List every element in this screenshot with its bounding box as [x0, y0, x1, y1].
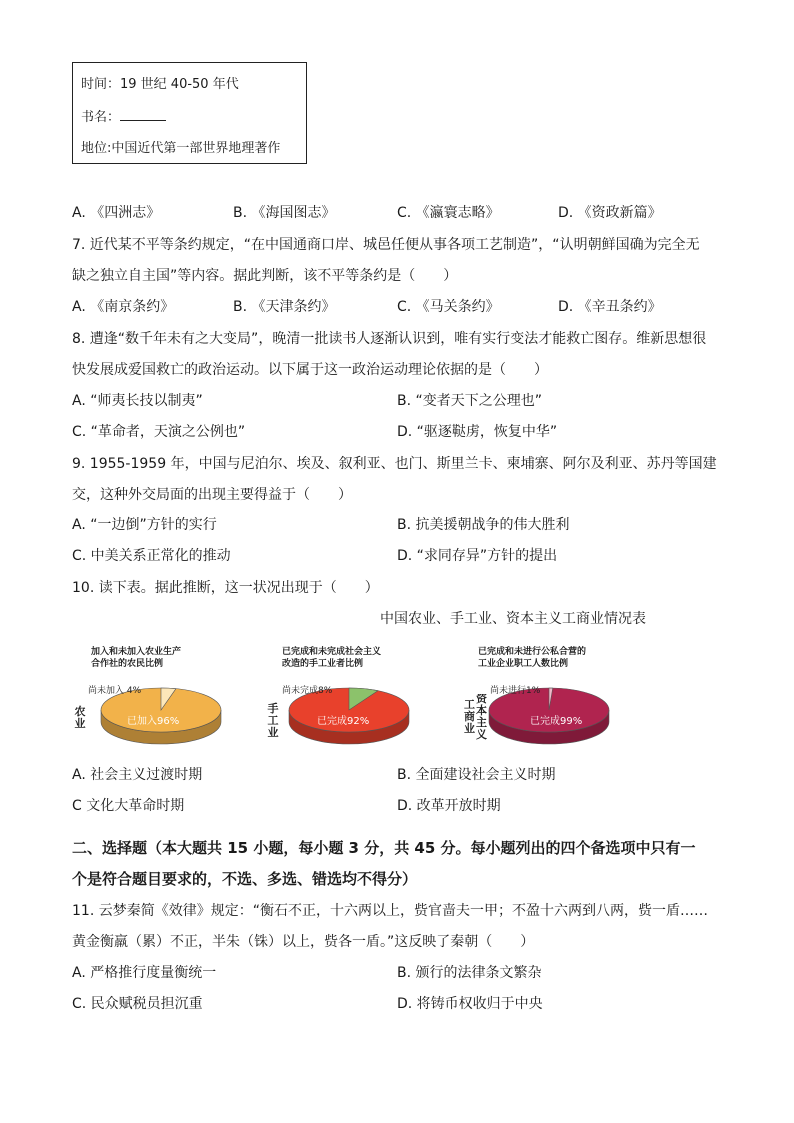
chart3-title-line1: 已完成和未进行公私合营的 — [478, 647, 587, 657]
chart1-side-label: 农业 — [74, 705, 86, 730]
chart2-label-minor: 尚未完成8% — [282, 686, 333, 696]
book-blank — [120, 108, 166, 121]
q8-stem-line2: 快发展成爱国救亡的政治运动。以下属于这一政治运动理论依据的是（ ） — [72, 362, 548, 378]
chart2-title-line2: 改造的手工业者比例 — [282, 659, 364, 669]
chart1-label-minor: 尚未加入 4% — [88, 686, 142, 696]
q9-option-c[interactable]: C. 中美关系正常化的推动 — [72, 548, 231, 564]
info-status: 地位:中国近代第一部世界地理著作 — [81, 141, 281, 156]
q7-option-a[interactable]: A. 《南京条约》 — [72, 299, 175, 315]
info-time: 时间：19 世纪 40-50 年代 — [81, 77, 239, 92]
q11-option-d[interactable]: D. 将铸币权收归于中央 — [397, 996, 543, 1012]
q7-stem-line1: 7. 近代某不平等条约规定，“在中国通商口岸、城邑任便从事各项工艺制造”，“认明朝鲜国确为完全无 — [72, 237, 700, 253]
side-label-char: 工 — [464, 698, 475, 711]
q10-option-d[interactable]: D. 改革开放时期 — [397, 798, 501, 814]
q6-option-b[interactable]: B. 《海国图志》 — [233, 205, 336, 221]
q10-option-b[interactable]: B. 全面建设社会主义时期 — [397, 767, 556, 783]
q7-stem-line2: 缺之独立自主国”等内容。据此判断，该不平等条约是（ ） — [72, 268, 458, 284]
chart2-title-line1: 已完成和未完成社会主义 — [282, 647, 382, 657]
q9-option-b[interactable]: B. 抗美援朝战争的伟大胜利 — [397, 517, 570, 533]
info-book — [81, 106, 166, 125]
chart1-label-major: 已加入96% — [127, 716, 180, 727]
q10-option-a[interactable]: A. 社会主义过渡时期 — [72, 767, 203, 783]
side-label-char: 义 — [476, 728, 487, 741]
info-box — [72, 62, 307, 164]
q9-option-a[interactable]: A. “一边倒”方针的实行 — [72, 517, 217, 533]
chart3-title-line2: 工业企业职工人数比例 — [478, 659, 569, 669]
q10-option-c[interactable]: C 文化大革命时期 — [72, 798, 185, 814]
side-label-char: 业 — [464, 722, 475, 735]
info-book-label: 书名： — [81, 110, 121, 125]
q11-option-b[interactable]: B. 颁行的法律条文繁杂 — [397, 965, 542, 981]
chart3-label-minor: 尚未进行1% — [490, 686, 541, 696]
q11-option-a[interactable]: A. 严格推行度量衡统一 — [72, 965, 217, 981]
q11-stem-line2: 黄金衡羸（累）不正，半朱（铢）以上，赀各一盾。”这反映了秦朝（ ） — [72, 934, 535, 950]
q6-option-c[interactable]: C. 《瀛寰志略》 — [397, 205, 500, 221]
section2-header-line2: 个是符合题目要求的，不选、多选、错选均不得分） — [72, 870, 418, 888]
side-label-char: 商 — [464, 710, 475, 723]
chart3-label-major: 已完成99% — [530, 716, 583, 727]
q9-option-d[interactable]: D. “求同存异”方针的提出 — [397, 548, 558, 564]
q7-option-b[interactable]: B. 《天津条约》 — [233, 299, 336, 315]
q7-option-d[interactable]: D. 《辛丑条约》 — [558, 299, 662, 315]
q9-stem-line1: 9. 1955-1959 年，中国与尼泊尔、埃及、叙利亚、也门、斯里兰卡、柬埔寨、阿尔及利亚、苏丹等国建 — [72, 456, 717, 472]
q8-option-c[interactable]: C. “革命者，天演之公例也” — [72, 424, 246, 440]
side-label-char: 资 — [476, 694, 487, 705]
q9-stem-line2: 交，这种外交局面的出现主要得益于（ ） — [72, 487, 352, 503]
q6-option-a[interactable]: A. 《四洲志》 — [72, 205, 161, 221]
q10-table-title: 中国农业、手工业、资本主义工商业情况表 — [380, 611, 646, 627]
q8-option-b[interactable]: B. “变者天下之公理也” — [397, 393, 543, 409]
q6-option-d[interactable]: D. 《资政新篇》 — [558, 205, 662, 221]
chart1-title-line2: 合作社的农民比例 — [91, 659, 164, 669]
q8-stem-line1: 8. 遭逢“数千年未有之大变局”，晚清一批读书人逐渐认识到，唯有实行变法才能救亡图存。维新思想很 — [72, 331, 707, 347]
chart2-side-label: 手工业 — [267, 702, 279, 739]
q8-option-a[interactable]: A. “师夷长技以制夷” — [72, 393, 203, 409]
side-label-char: 主 — [476, 716, 487, 729]
q11-stem-line1: 11. 云梦秦简《效律》规定：“衡石不正，十六两以上，赀官啬夫一甲；不盈十六两到八两，赀一盾…… — [72, 903, 708, 919]
q7-option-c[interactable]: C. 《马关条约》 — [397, 299, 500, 315]
section2-header-line1: 二、选择题（本大题共 15 小题，每小题 3 分，共 45 分。每小题列出的四个备选项中只有一 — [72, 839, 696, 857]
q8-option-d[interactable]: D. “驱逐鞑虏，恢复中华” — [397, 424, 558, 440]
side-label-char: 本 — [476, 704, 487, 717]
chart2-label-major: 已完成92% — [317, 716, 370, 727]
q10-stem: 10. 读下表。据此推断，这一状况出现于（ ） — [72, 580, 379, 596]
q11-option-c[interactable]: C. 民众赋税员担沉重 — [72, 996, 203, 1012]
chart1-title-line1: 加入和未加入农业生产 — [91, 647, 182, 657]
